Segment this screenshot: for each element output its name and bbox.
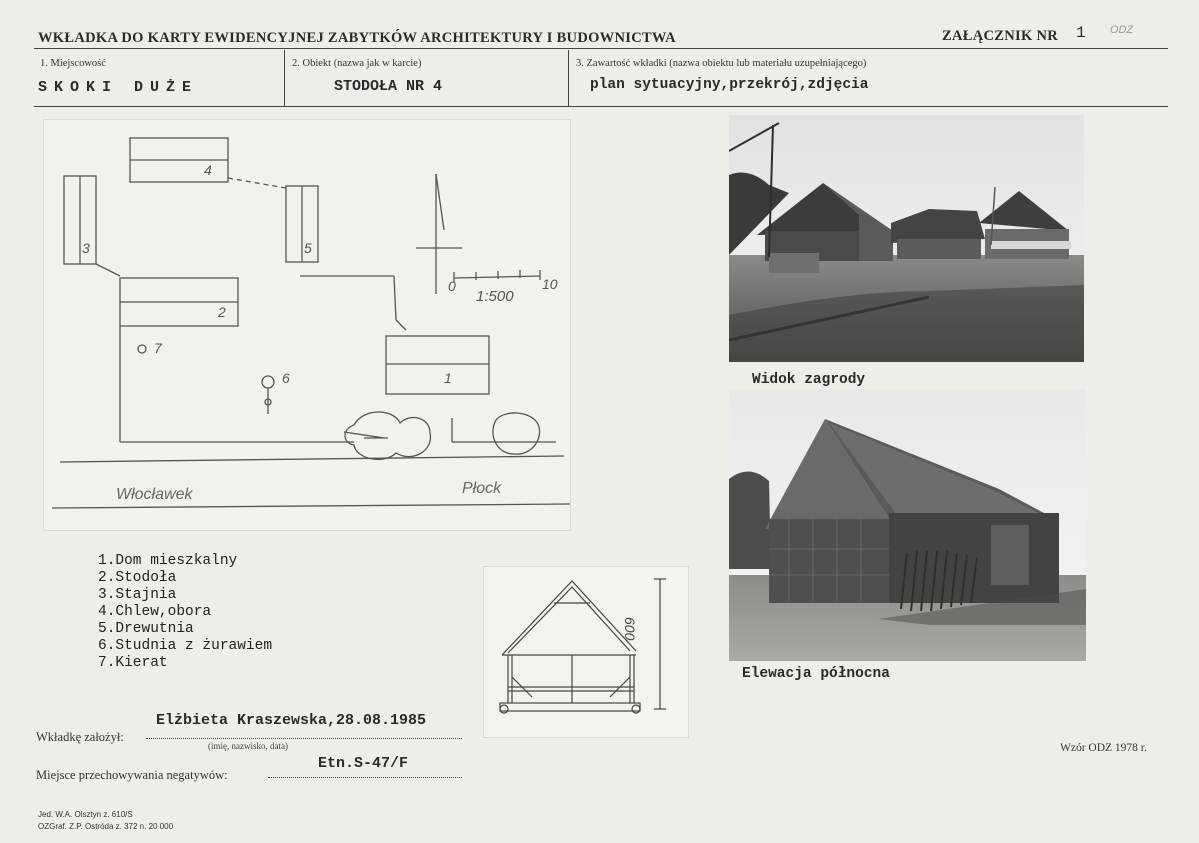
road-left-label: Włocławek (116, 486, 193, 503)
section-height-label: 600 (622, 617, 638, 641)
legend (98, 553, 272, 672)
building-3-label: 3 (82, 240, 90, 256)
founder-hint: (imię, nazwisko, data) (208, 741, 288, 751)
founder-line (146, 738, 462, 739)
print-line-1: Jed. W.A. Olsztyn z. 610/S (38, 810, 133, 819)
legend-item: 6.Studnia z żurawiem (98, 638, 273, 654)
print-line-2: OZGraf. Z.P. Ostróda z. 372 n. 20 000 (38, 822, 174, 831)
contents-value: plan sytuacyjny,przekrój,zdjęcia (590, 77, 869, 93)
site-plan (44, 120, 570, 530)
cross-section-drawing (484, 567, 688, 737)
annex-stamp: ODZ (1110, 24, 1134, 36)
road-right-label: Płock (462, 480, 502, 497)
north-elevation-caption: Elewacja północna (742, 666, 890, 682)
legend-item: 2.Stodoła (98, 570, 177, 586)
legend-item: 4.Chlew,obora (98, 604, 212, 620)
cross-section (484, 567, 688, 737)
annex-number: 1 (1076, 24, 1086, 42)
farmstead-photo-image (729, 115, 1084, 362)
storage-line (268, 777, 462, 778)
template-label: Wzór ODZ 1978 r. (1060, 742, 1147, 754)
storage-label: Miejsce przechowywania negatywów: (36, 768, 228, 782)
scale-end: 10 (542, 276, 558, 292)
founder-label: Wkładkę założył: (36, 730, 124, 744)
north-elevation-photo (729, 389, 1086, 661)
legend-item: 1.Dom mieszkalny (98, 553, 238, 569)
annex-label: ZAŁĄCZNIK NR (942, 28, 1058, 44)
founder-value: Elżbieta Kraszewska,28.08.1985 (156, 712, 427, 729)
contents-label: 3. Zawartość wkładki (nazwa obiektu lub materiału uzupełniającego) (576, 58, 867, 69)
object-label: 2. Obiekt (nazwa jak w karcie) (292, 58, 422, 69)
fields-divider (34, 106, 1168, 107)
sheet-title: WKŁADKA DO KARTY EWIDENCYJNEJ ZABYTKÓW ARCHITEKTURY I BUDOWNICTWA (38, 30, 676, 46)
storage-value: Etn.S-47/F (318, 755, 409, 772)
building-5-label: 5 (304, 240, 312, 256)
farmstead-photo-caption: Widok zagrody (752, 372, 866, 388)
field-divider-2 (568, 50, 569, 106)
building-4-label: 4 (204, 162, 212, 178)
well-label: 6 (282, 370, 290, 386)
scale-ratio: 1:500 (476, 288, 514, 305)
locality-value: SKOKI DUŻE (38, 79, 199, 96)
legend-item: 3.Stajnia (98, 587, 177, 603)
building-2-label: 2 (218, 304, 226, 320)
kierat-label: 7 (154, 340, 162, 356)
building-1-label: 1 (444, 370, 452, 386)
site-plan-drawing (44, 120, 570, 530)
legend-item: 7.Kierat (98, 655, 168, 671)
object-value: STODOŁA NR 4 (334, 78, 443, 95)
scale-start: 0 (448, 278, 456, 294)
field-divider-1 (284, 50, 285, 106)
header-divider (34, 48, 1168, 49)
locality-label: 1. Miejscowość (40, 58, 106, 69)
farmstead-photo (729, 115, 1084, 362)
legend-item: 5.Drewutnia (98, 621, 194, 637)
north-elevation-photo-image (729, 389, 1086, 661)
